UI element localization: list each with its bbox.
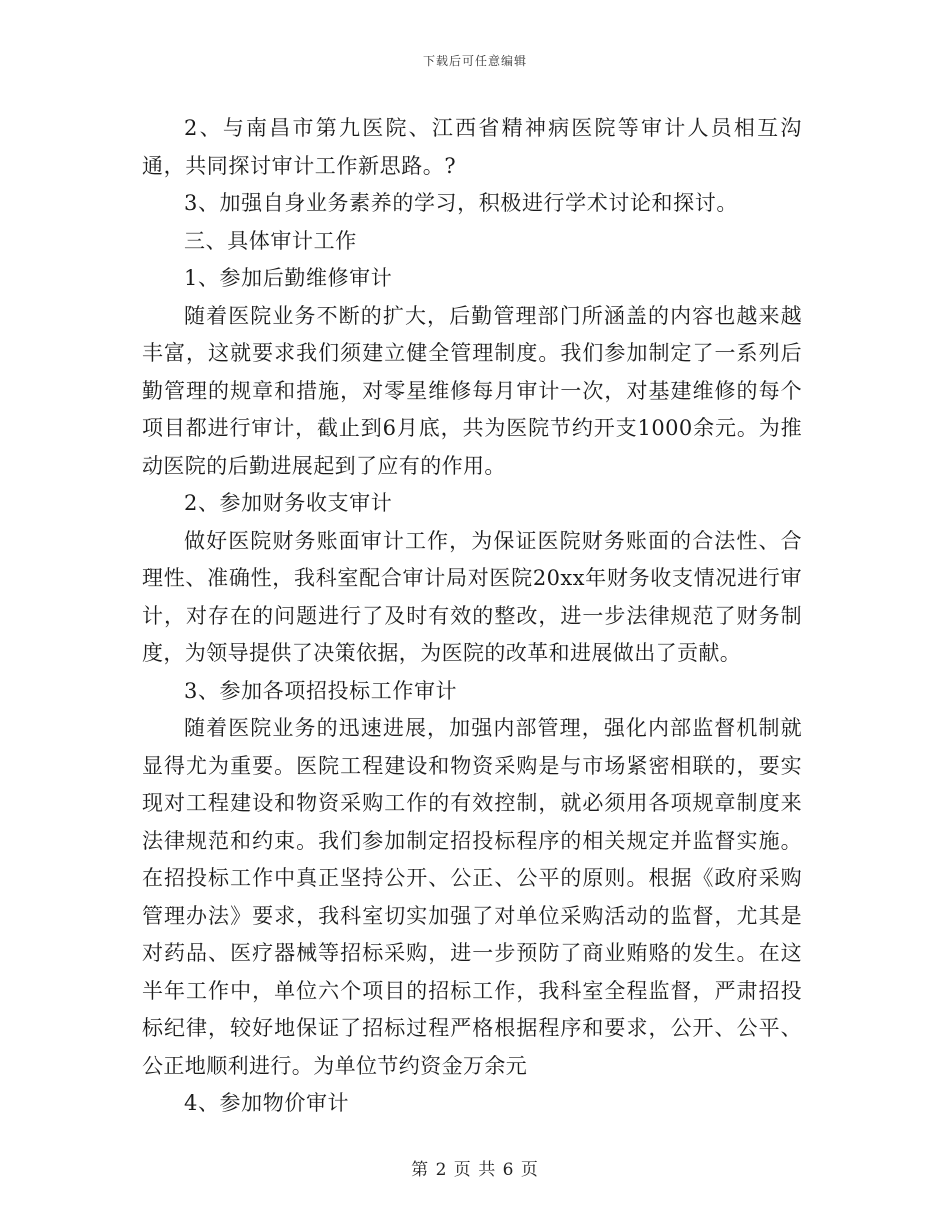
paragraph-bidding-audit: 随着医院业务的迅速进展，加强内部管理，强化内部监督机制就显得尤为重要。医院工程建设和物资采购是与市场紧密相联的，要实现对工程建设和物资采购工作的有效控制，就必须用各项规章制度来法律规范和约束。我们参加制定招投标程序的相关规定并监督实施。在招投标工作中真正坚持公开、公正、公平的原则。根据《政府采购管理办法》要求，我科室切实加强了对单位采购活动的监督，尤其是对药品、医疗器械等招标采购，进一步预防了商业贿赂的发生。在这半年工作中，单位六个项目的招标工作，我科室全程监督，严肃招投标纪律，较好地保证了招标过程严格根据程序和要求，公开、公平、公正地顺利进行。为单位节约资金万余元 xyxy=(142,716,802,1078)
page-header: 下载后可任意编辑 xyxy=(422,54,527,68)
subheading-price-audit: 4、参加物价审计 xyxy=(184,1091,350,1115)
paragraph-finance-audit: 做好医院财务账面审计工作，为保证医院财务账面的合法性、合理性、准确性，我科室配合审计局对医院20xx年财务收支情况进行审计，对存在的问题进行了及时有效的整改，进一步法律规范了财务制度，为领导提供了决策依据，为医院的改革和进展做出了贡献。 xyxy=(142,528,802,665)
document-body xyxy=(142,110,802,1123)
subheading-finance-audit: 2、参加财务收支审计 xyxy=(184,491,393,515)
paragraph-communication: 2、与南昌市第九医院、江西省精神病医院等审计人员相互沟通，共同探讨审计工作新思路。? xyxy=(142,116,802,178)
paragraph-logistics-audit: 随着医院业务不断的扩大，后勤管理部门所涵盖的内容也越来越丰富，这就要求我们须建立健全管理制度。我们参加制定了一系列后勤管理的规章和措施，对零星维修每月审计一次，对基建维修的每个项目都进行审计，截止到6月底，共为医院节约开支1000余元。为推动医院的后勤进展起到了应有的作用。 xyxy=(142,303,802,478)
paragraph-self-study: 3、加强自身业务素养的学习，积极进行学术讨论和探讨。 xyxy=(184,191,738,215)
subheading-logistics-audit: 1、参加后勤维修审计 xyxy=(184,266,393,290)
subheading-bidding-audit: 3、参加各项招投标工作审计 xyxy=(184,678,458,703)
section-heading-audit-work: 三、具体审计工作 xyxy=(184,228,357,253)
page-footer: 第 2 页 共 6 页 xyxy=(411,1160,539,1180)
